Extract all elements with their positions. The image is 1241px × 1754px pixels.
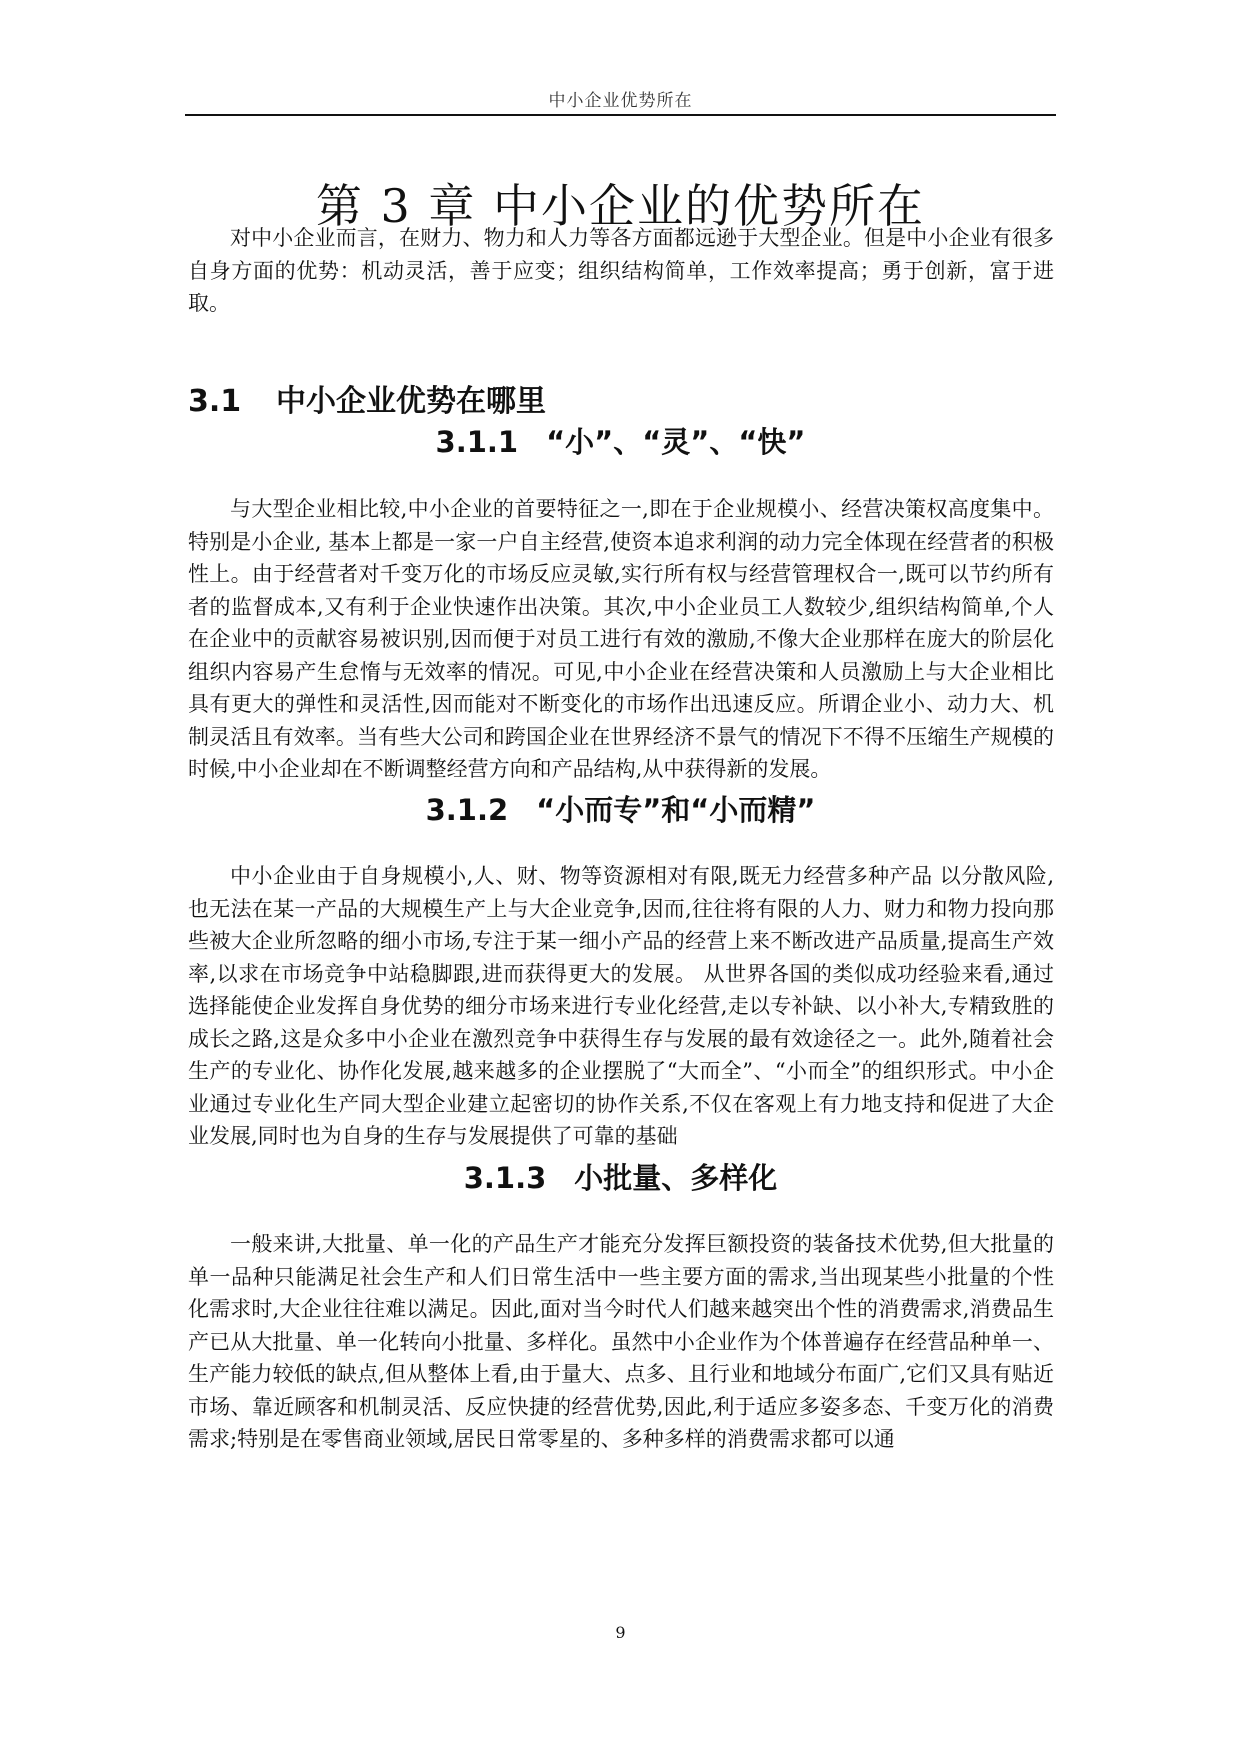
section-number: 3.1	[188, 384, 242, 419]
running-header: 中小企业优势所在	[548, 91, 693, 111]
subsection-body-3-1-1: 与大型企业相比较,中小企业的首要特征之一,即在于企业规模小、经营决策权高度集中。特别是小企业, 基本上都是一家一户自主经营,使资本追求利润的动力完全体现在经营者的积极性上。由于经营者对千变万化的市场反应灵敏,实行所有权与经营管理权合一,既可以节约所有者的监督成本,又有利于企业快速作出决策。其次,中小企业员工人数较少,组织结构简单,个人在企业中的贡献容易被识别,因而便于对员工进行有效的激励,不像大企业那样在庞大的阶层化组织内容易产生怠惰与无效率的情况。可见,中小企业在经营决策和人员激励上与大企业相比具有更大的弹性和灵活性,因而能对不断变化的市场作出迅速反应。所谓企业小、动力大、机制灵活且有效率。当有些大公司和跨国企业在世界经济不景气的情况下不得不压缩生产规模的时候,中小企业却在不断调整经营方向和产品结构,从中获得新的发展。	[188, 497, 1054, 781]
subsection-title: “小而专”和“小而精”	[536, 793, 816, 827]
subsection-title: 小批量、多样化	[574, 1161, 778, 1195]
chapter-title: 第 3 章 中小企业的优势所在	[315, 179, 926, 233]
subsection-number: 3.1.3	[463, 1161, 547, 1195]
subsection-heading-3-1-3	[185, 1158, 1056, 1198]
subsection-number: 3.1.2	[425, 793, 509, 827]
page-number: 9	[615, 1623, 626, 1642]
subsection-number: 3.1.1	[435, 425, 519, 459]
subsection-body-3-1-2: 中小企业由于自身规模小,人、财、物等资源相对有限,既无力经营多种产品 以分散风险,也无法在某一产品的大规模生产上与大企业竞争,因而,往往将有限的人力、财力和物力投向那些被大企业所忽略的细小市场,专注于某一细小产品的经营上来不断改进产品质量,提高生产效率,以求在市场竞争中站稳脚跟,进而获得更大的发展。 从世界各国的类似成功经验来看,通过选择能使企业发挥自身优势的细分市场来进行专业化经营,走以专补缺、以小补大,专精致胜的成长之路,这是众多中小企业在激烈竞争中获得生存与发展的最有效途径之一。此外,随着社会生产的专业化、协作化发展,越来越多的企业摆脱了“大而全”、“小而全”的组织形式。中小企业通过专业化生产同大型企业建立起密切的协作关系,不仅在客观上有力地支持和促进了大企业发展,同时也为自身的生存与发展提供了可靠的基础	[188, 864, 1054, 1148]
section-title: 中小企业优势在哪里	[276, 384, 546, 419]
section-heading	[188, 382, 546, 422]
chapter-intro-paragraph: 对中小企业而言，在财力、物力和人力等各方面都远逊于大型企业。但是中小企业有很多自身方面的优势：机动灵活，善于应变；组织结构简单，工作效率提高；勇于创新，富于进取。	[188, 226, 1054, 315]
header-rule	[185, 114, 1056, 116]
subsection-body-3-1-3: 一般来讲,大批量、单一化的产品生产才能充分发挥巨额投资的装备技术优势,但大批量的单一品种只能满足社会生产和人们日常生活中一些主要方面的需求,当出现某些小批量的个性化需求时,大企业往往难以满足。因此,面对当今时代人们越来越突出个性的消费需求,消费品生产已从大批量、单一化转向小批量、多样化。虽然中小企业作为个体普遍存在经营品种单一、生产能力较低的缺点,但从整体上看,由于量大、点多、且行业和地域分布面广,它们又具有贴近市场、靠近顾客和机制灵活、反应快捷的经营优势,因此,利于适应多姿多态、千变万化的消费需求;特别是在零售商业领域,居民日常零星的、多种多样的消费需求都可以通	[188, 1232, 1054, 1451]
subsection-heading-3-1-1	[185, 422, 1056, 462]
subsection-title: “小”、“灵”、“快”	[546, 425, 806, 459]
subsection-heading-3-1-2	[185, 790, 1056, 830]
